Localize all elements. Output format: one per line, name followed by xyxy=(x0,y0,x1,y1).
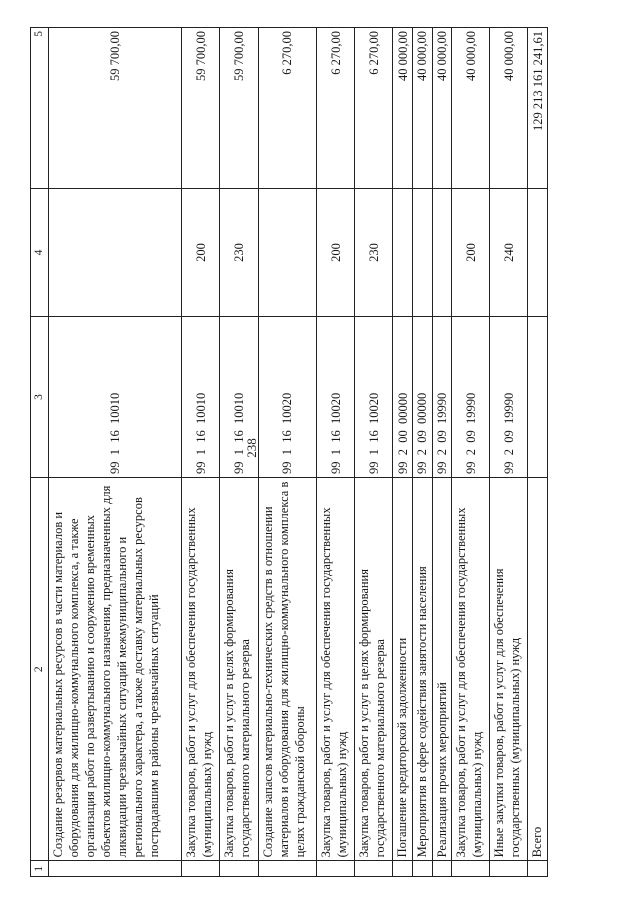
row-code: 99 1 16 10010 xyxy=(48,316,182,477)
row-type: 200 xyxy=(452,189,490,317)
total-row xyxy=(528,28,548,877)
row-amount: 59 700,00 xyxy=(48,28,182,189)
row-amount: 40 000,00 xyxy=(452,28,490,189)
row-name: Мероприятия в сфере содействия занятости населения xyxy=(413,477,433,860)
row-index-cell xyxy=(413,861,433,877)
table-header-row xyxy=(31,28,49,877)
row-index-cell xyxy=(258,861,317,877)
row-amount: 59 700,00 xyxy=(182,28,220,189)
row-amount: 59 700,00 xyxy=(220,28,258,189)
row-code: 99 1 16 10010 xyxy=(182,316,220,477)
row-index-cell xyxy=(432,861,452,877)
table-row xyxy=(432,28,452,877)
row-code: 99 1 16 10010 xyxy=(220,316,258,477)
header-col-4: 4 xyxy=(31,189,49,317)
row-amount: 6 270,00 xyxy=(355,28,393,189)
header-col-3: 3 xyxy=(31,316,49,477)
row-name: Закупка товаров, работ и услуг для обеспечения государственных (муниципальных) нужд xyxy=(452,477,490,860)
row-code: 99 2 09 00000 xyxy=(413,316,433,477)
row-type: 230 xyxy=(355,189,393,317)
row-type xyxy=(258,189,317,317)
row-index-cell xyxy=(48,861,182,877)
row-name: Иные закупки товаров, работ и услуг для обеспечения государственных (муниципальных) нужд xyxy=(490,477,528,860)
row-amount: 40 000,00 xyxy=(393,28,413,189)
row-amount: 40 000,00 xyxy=(432,28,452,189)
row-type xyxy=(48,189,182,317)
row-code: 99 2 09 19990 xyxy=(490,316,528,477)
row-name: Реализация прочих мероприятий xyxy=(432,477,452,860)
row-code: 99 1 16 10020 xyxy=(355,316,393,477)
row-index-cell xyxy=(528,861,548,877)
total-label: Всего xyxy=(528,477,548,860)
budget-table xyxy=(30,27,548,877)
row-code: 99 1 16 10020 xyxy=(317,316,355,477)
row-name: Создание резервов материальных ресурсов в части материалов и оборудования для жилищно-коммунального комплекса, а также организация работ по развертыванию и сооружению временных объектов жилищно-коммунального назначения, предназначенных для ликвидации чрезвычайных ситуаций межмуниципального и регионального характера, а также доставку материальных ресурсов пострадавшим в районы чрезвычайных ситуаций xyxy=(48,477,182,860)
table-row xyxy=(355,28,393,877)
row-type xyxy=(393,189,413,317)
table-row xyxy=(220,28,258,877)
row-index-cell xyxy=(355,861,393,877)
table-row xyxy=(48,28,182,877)
row-name: Создание запасов материально-технических средств в отношении материалов и оборудования для жилищно-коммунального комплекса в целях гражданской обороны xyxy=(258,477,317,860)
row-index-cell xyxy=(220,861,258,877)
row-name: Погашение кредиторской задолженности xyxy=(393,477,413,860)
row-type: 240 xyxy=(490,189,528,317)
row-code: 99 2 09 19990 xyxy=(432,316,452,477)
row-amount: 40 000,00 xyxy=(413,28,433,189)
page-number: 238 xyxy=(244,438,259,458)
header-col-1: 1 xyxy=(31,861,49,877)
row-name: Закупка товаров, работ и услуг в целях формирования государственного материального резерва xyxy=(220,477,258,860)
table-row xyxy=(258,28,317,877)
row-index-cell xyxy=(317,861,355,877)
table-row xyxy=(490,28,528,877)
row-type: 200 xyxy=(182,189,220,317)
row-type xyxy=(432,189,452,317)
row-amount: 6 270,00 xyxy=(317,28,355,189)
row-type: 200 xyxy=(317,189,355,317)
table-row xyxy=(393,28,413,877)
table-row xyxy=(452,28,490,877)
row-code: 99 2 09 19990 xyxy=(452,316,490,477)
budget-table-container xyxy=(30,27,548,877)
row-type xyxy=(413,189,433,317)
total-amount: 129 213 161 241,61 xyxy=(528,28,548,189)
row-code: 99 1 16 10020 xyxy=(258,316,317,477)
row-name: Закупка товаров, работ и услуг для обеспечения государственных (муниципальных) нужд xyxy=(317,477,355,860)
row-index-cell xyxy=(393,861,413,877)
table-row xyxy=(182,28,220,877)
row-amount: 40 000,00 xyxy=(490,28,528,189)
row-index-cell xyxy=(182,861,220,877)
row-code: 99 2 00 00000 xyxy=(393,316,413,477)
total-code-cell xyxy=(528,316,548,477)
table-row xyxy=(413,28,433,877)
row-type: 230 xyxy=(220,189,258,317)
header-col-2: 2 xyxy=(31,477,49,860)
total-type-cell xyxy=(528,189,548,317)
header-col-5: 5 xyxy=(31,28,49,189)
row-amount: 6 270,00 xyxy=(258,28,317,189)
row-index-cell xyxy=(452,861,490,877)
row-name: Закупка товаров, работ и услуг в целях формирования государственного материального резерва xyxy=(355,477,393,860)
row-index-cell xyxy=(490,861,528,877)
row-name: Закупка товаров, работ и услуг для обеспечения государственных (муниципальных) нужд xyxy=(182,477,220,860)
table-row xyxy=(317,28,355,877)
